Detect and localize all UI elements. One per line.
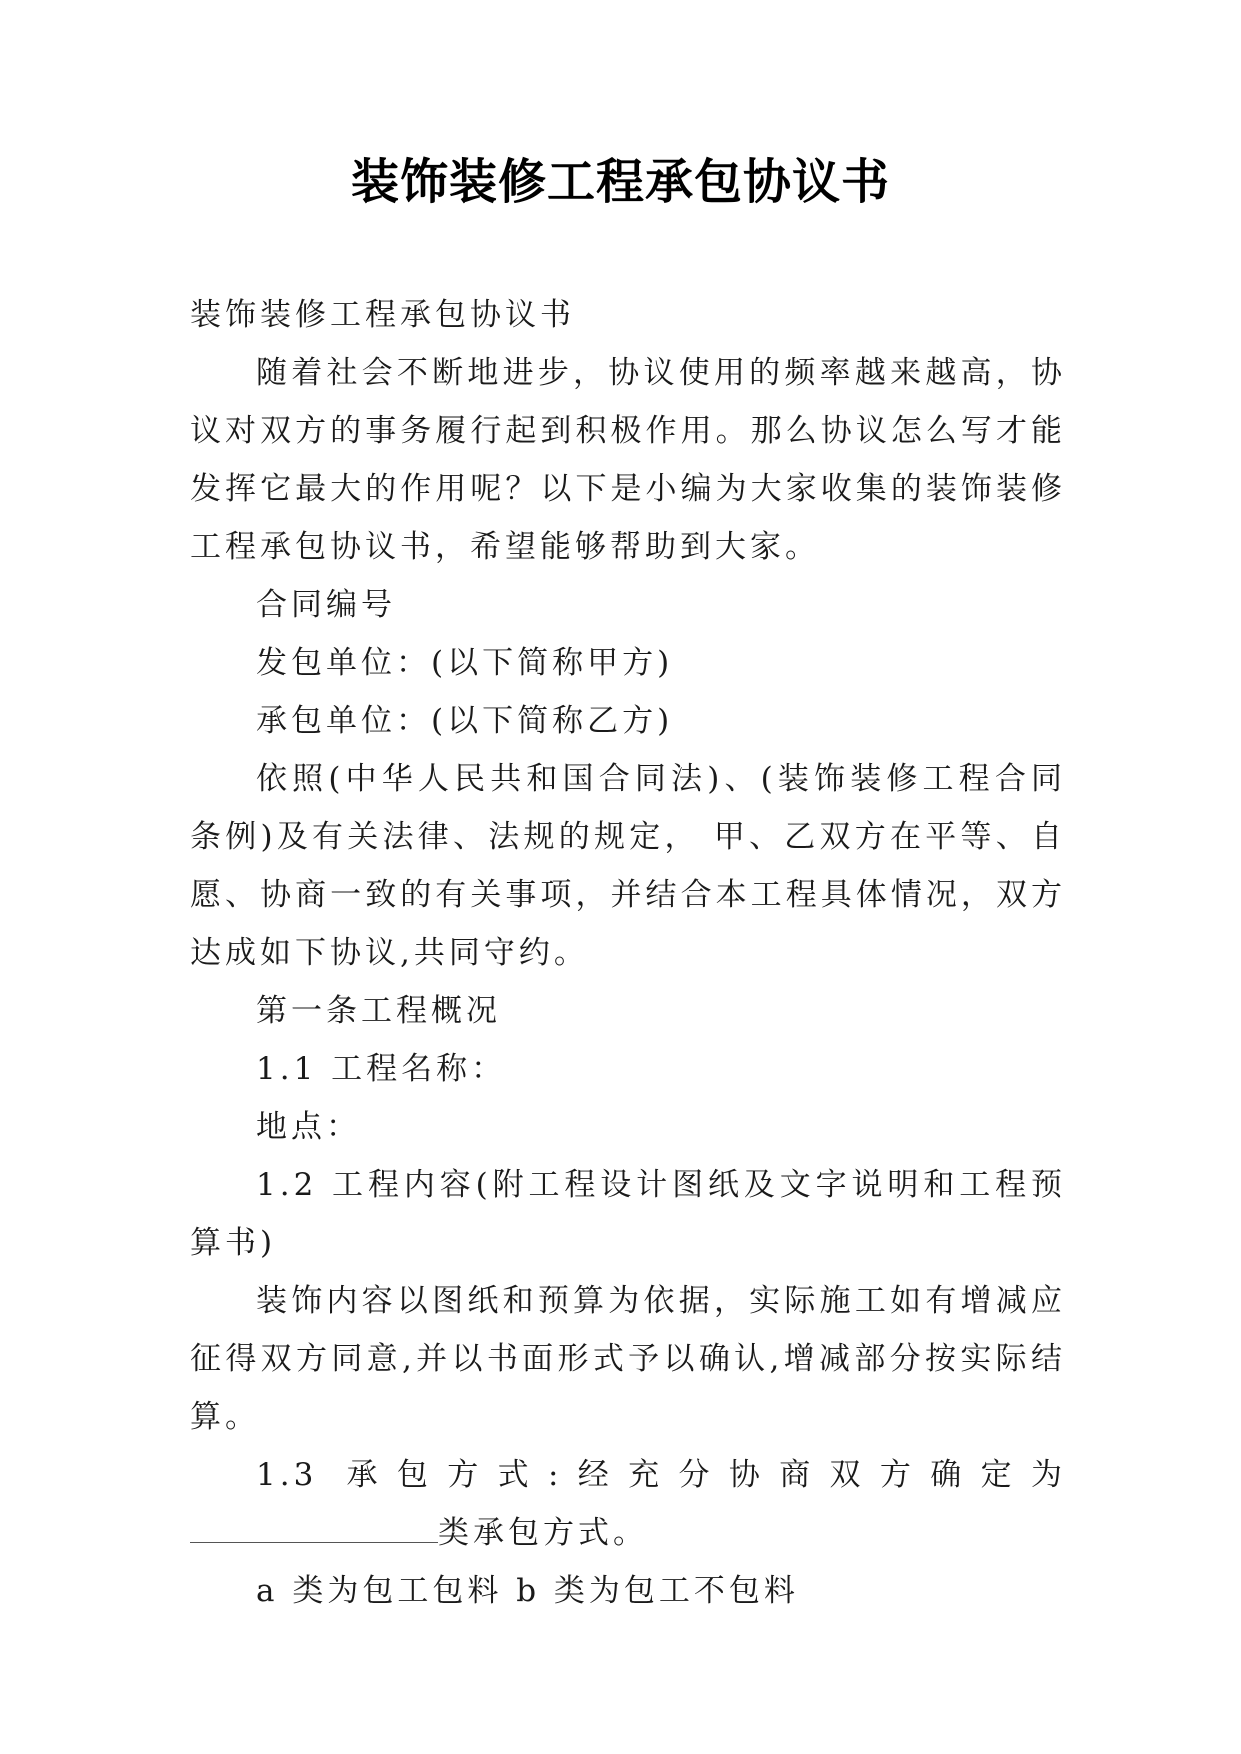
document-title: 装饰装修工程承包协议书 [350,154,890,210]
project-name-label: 1.1 工程名称： [256,1051,507,1087]
contract-number-label: 合同编号 [256,587,396,623]
party-a-label: 发包单位：(以下简称甲方) [256,645,674,681]
legal-basis-paragraph: 依照(中华人民共和国合同法)、(装饰装修工程合同条例)及有关法律、法规的规定， 甲、乙双方在平等、自愿、协商一致的有关事项，并结合本工程具体情况，双方达成如下协议,共同守约。 [190,761,1066,971]
contract-method-blank [190,1518,438,1543]
party-b-label: 承包单位：(以下简称乙方) [256,703,674,739]
body-paragraph-intro: 随着社会不断地进步，协议使用的频率越来越高，协议对双方的事务履行起到积极作用。那么协议怎么写才能发挥它最大的作用呢？以下是小编为大家收集的装饰装修工程承包协议书，希望能够帮助到大家。 [190,355,1066,565]
contract-method-paragraph [190,1446,1066,1562]
contract-method-suffix: 类承包方式。 [438,1515,648,1551]
body-paragraph-heading: 装饰装修工程承包协议书 [190,297,575,333]
project-content-paragraph: 1.2 工程内容(附工程设计图纸及文字说明和工程预算书) [190,1167,1066,1261]
contract-types-paragraph: a 类为包工包料 b 类为包工不包料 [256,1573,799,1609]
document-body [190,286,1066,1620]
article-one-heading: 第一条工程概况 [256,993,501,1029]
decoration-content-paragraph: 装饰内容以图纸和预算为依据，实际施工如有增减应征得双方同意,并以书面形式予以确认,增减部分按实际结算。 [190,1283,1066,1435]
location-label: 地点： [256,1109,361,1145]
contract-method-text: 1.3 承包方式:经充分协商双方确定为 [256,1457,1066,1493]
